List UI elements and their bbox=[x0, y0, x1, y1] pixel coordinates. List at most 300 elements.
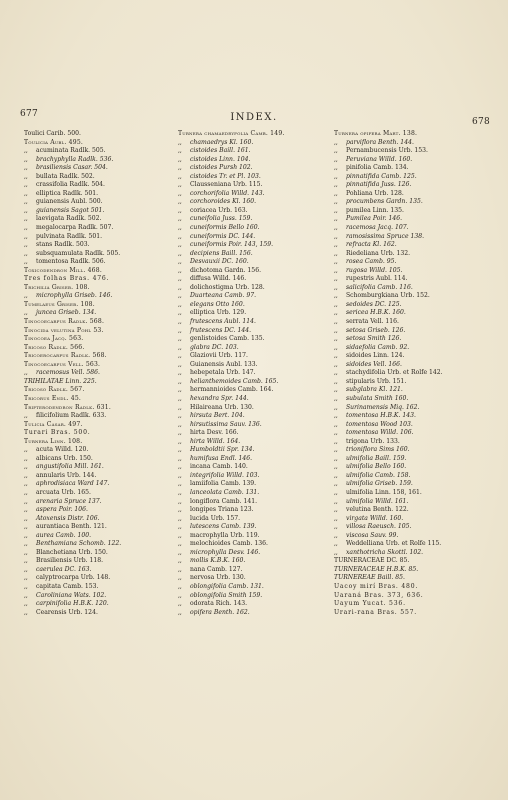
entry-text: calyptrocarpa Urb. 148. bbox=[36, 574, 111, 582]
index-entry bbox=[24, 540, 182, 549]
entry-text: Tricoso Radlk. 566. bbox=[24, 343, 85, 351]
entry-text: pinifolia Camb. 134. bbox=[346, 164, 409, 172]
index-entry bbox=[24, 549, 182, 558]
ditto-mark: ,, bbox=[178, 420, 182, 428]
index-entry bbox=[24, 301, 182, 310]
ditto-mark: ,, bbox=[334, 523, 338, 531]
index-entry bbox=[178, 566, 336, 575]
ditto-mark: ,, bbox=[178, 206, 182, 214]
index-entry bbox=[178, 446, 336, 455]
entry-text: laevigata Radlk. 502. bbox=[36, 215, 102, 223]
index-entry bbox=[24, 275, 182, 284]
index-entry bbox=[334, 506, 492, 515]
entry-text: odorata Rich. 143. bbox=[190, 600, 248, 608]
entry-text: elliptica Urb. 129. bbox=[190, 309, 247, 317]
index-entry bbox=[178, 309, 336, 318]
index-entry bbox=[178, 378, 336, 387]
ditto-mark: ,, bbox=[334, 352, 338, 360]
entry-text: pinnatifida Juss. 126. bbox=[346, 181, 412, 189]
index-entry bbox=[334, 284, 492, 293]
ditto-mark: ,, bbox=[178, 172, 182, 180]
entry-text: sidoides Linn. 124. bbox=[346, 352, 405, 360]
index-entry bbox=[334, 498, 492, 507]
index-entry bbox=[334, 241, 492, 250]
entry-text: annularis Urb. 144. bbox=[36, 471, 97, 479]
ditto-mark: ,, bbox=[24, 531, 28, 539]
index-entry bbox=[24, 327, 182, 336]
ditto-mark: ,, bbox=[24, 565, 28, 573]
entry-text: sericea H.B.K. 160. bbox=[346, 309, 406, 317]
entry-text: longipes Triana 123. bbox=[190, 506, 254, 514]
index-entry bbox=[24, 352, 182, 361]
ditto-mark: ,, bbox=[24, 198, 28, 206]
ditto-mark: ,, bbox=[178, 446, 182, 454]
ditto-mark: ,, bbox=[178, 258, 182, 266]
entry-text: tomentosa H.B.K. 143. bbox=[346, 412, 416, 420]
entry-text: longiflora Camb. 141. bbox=[190, 497, 258, 505]
entry-text: pumilea Linn. 135. bbox=[346, 206, 404, 214]
index-entry bbox=[178, 557, 336, 566]
entry-text: Benthamiana Schomb. 122. bbox=[36, 540, 122, 548]
entry-text: cistoides Baill. 161. bbox=[190, 147, 251, 155]
entry-text: filicifolium Radlk. 633. bbox=[36, 412, 107, 420]
ditto-mark: ,, bbox=[334, 463, 338, 471]
entry-text: Clausseniana Urb. 115. bbox=[190, 181, 263, 189]
ditto-mark: ,, bbox=[178, 369, 182, 377]
entry-text: Atoxensis Distr. 106. bbox=[36, 514, 100, 522]
index-entry bbox=[178, 301, 336, 310]
index-entry bbox=[334, 344, 492, 353]
ditto-mark: ,, bbox=[178, 241, 182, 249]
ditto-mark: ,, bbox=[334, 164, 338, 172]
ditto-mark: ,, bbox=[24, 181, 28, 189]
index-entry bbox=[24, 267, 182, 276]
index-entry bbox=[178, 455, 336, 464]
entry-text: villosa Raeusch. 105. bbox=[346, 523, 412, 531]
entry-text: Caroliniana Wats. 102. bbox=[36, 591, 107, 599]
index-entry bbox=[178, 164, 336, 173]
entry-text: Schomburgkiana Urb. 152. bbox=[346, 292, 430, 300]
entry-text: acuta Willd. 120. bbox=[36, 446, 89, 454]
ditto-mark: ,, bbox=[24, 582, 28, 590]
entry-text: Tinocida velutina Pohl 53. bbox=[24, 326, 104, 334]
entry-text: Guianensis Aubl. 133. bbox=[190, 360, 258, 368]
index-entry bbox=[334, 327, 492, 336]
ditto-mark: ,, bbox=[334, 488, 338, 496]
index-entry bbox=[24, 480, 182, 489]
entry-text: Tricoso Radlk. 567. bbox=[24, 386, 85, 394]
ditto-mark: ,, bbox=[24, 292, 28, 300]
ditto-mark: ,, bbox=[334, 155, 338, 163]
ditto-mark: ,, bbox=[178, 488, 182, 496]
entry-text: ulmifolia Linn. 158, 161. bbox=[346, 488, 422, 496]
entry-text: angustifolia Mill. 161. bbox=[36, 463, 104, 471]
index-entry bbox=[24, 292, 182, 301]
index-entry bbox=[178, 592, 336, 601]
index-entry bbox=[334, 421, 492, 430]
index-entry bbox=[334, 592, 492, 601]
entry-text: Uayum Yucat. 536. bbox=[334, 600, 406, 608]
ditto-mark: ,, bbox=[334, 506, 338, 514]
entry-text: xanthotricha Skottl. 102. bbox=[346, 548, 424, 556]
entry-text: serrata Vell. 116. bbox=[346, 318, 399, 326]
entry-text: cuneiformis DC. 144. bbox=[190, 232, 256, 240]
index-entry bbox=[334, 378, 492, 387]
entry-text: bullata Radlk. 502. bbox=[36, 172, 95, 180]
ditto-mark: ,, bbox=[334, 189, 338, 197]
entry-text: racemosa Jacq. 107. bbox=[346, 224, 409, 232]
index-entry bbox=[178, 156, 336, 165]
entry-text: Toulici Carib. 500. bbox=[24, 130, 81, 137]
ditto-mark: ,, bbox=[334, 266, 338, 274]
index-entry bbox=[334, 147, 492, 156]
entry-text: caerulea DC. 163. bbox=[36, 565, 92, 573]
index-entry bbox=[334, 301, 492, 310]
ditto-mark: ,, bbox=[24, 241, 28, 249]
ditto-mark: ,, bbox=[178, 198, 182, 206]
entry-text: trigona Urb. 133. bbox=[346, 437, 400, 445]
ditto-mark: ,, bbox=[178, 300, 182, 308]
index-entry bbox=[178, 139, 336, 148]
entry-text: corchoroides Kl. 160. bbox=[190, 198, 257, 206]
ditto-mark: ,, bbox=[334, 386, 338, 394]
entry-text: Duarteana Camb. 97. bbox=[190, 292, 257, 300]
entry-text: subulata Smith 160. bbox=[346, 394, 409, 402]
entry-text: TURNERACEAE DC. 85. bbox=[334, 557, 410, 565]
entry-text: opifera Benth. 162. bbox=[190, 608, 250, 616]
ditto-mark: ,, bbox=[24, 189, 28, 197]
index-entry bbox=[334, 429, 492, 438]
entry-text: Tumelaeus Griseb. 108. bbox=[24, 300, 95, 308]
index-entry bbox=[334, 609, 492, 618]
ditto-mark: ,, bbox=[178, 232, 182, 240]
ditto-mark: ,, bbox=[178, 454, 182, 462]
ditto-mark: ,, bbox=[24, 574, 28, 582]
index-entry bbox=[178, 429, 336, 438]
index-entry bbox=[24, 515, 182, 524]
ditto-mark: ,, bbox=[24, 600, 28, 608]
index-entry bbox=[24, 446, 182, 455]
index-entry bbox=[334, 532, 492, 541]
index-entry bbox=[334, 455, 492, 464]
entry-text: diffusa Willd. 146. bbox=[190, 275, 247, 283]
ditto-mark: ,, bbox=[334, 480, 338, 488]
index-entry bbox=[178, 515, 336, 524]
index-entry bbox=[24, 438, 182, 447]
index-entry bbox=[178, 498, 336, 507]
index-entry bbox=[334, 523, 492, 532]
entry-text: hirsutissima Sauv. 136. bbox=[190, 420, 262, 428]
ditto-mark: ,, bbox=[24, 557, 28, 565]
index-entry bbox=[334, 540, 492, 549]
entry-text: lucida Urb. 157. bbox=[190, 514, 241, 522]
entry-text: TURNERACEAE H.B.K. 85. bbox=[334, 565, 419, 573]
index-entry bbox=[178, 250, 336, 259]
entry-text: glabra DC. 103. bbox=[190, 343, 239, 351]
ditto-mark: ,, bbox=[24, 412, 28, 420]
index-entry bbox=[24, 258, 182, 267]
index-entry bbox=[178, 344, 336, 353]
ditto-mark: ,, bbox=[334, 540, 338, 548]
index-entry bbox=[24, 344, 182, 353]
index-entry bbox=[24, 318, 182, 327]
index-entry bbox=[334, 267, 492, 276]
index-entry bbox=[178, 258, 336, 267]
entry-text: nana Camb. 127. bbox=[190, 565, 243, 573]
index-entry bbox=[178, 267, 336, 276]
index-entry bbox=[178, 207, 336, 216]
index-entry bbox=[334, 130, 492, 139]
index-entry bbox=[24, 395, 182, 404]
entry-text: rosea Camb. 95. bbox=[346, 258, 397, 266]
ditto-mark: ,, bbox=[334, 360, 338, 368]
index-entry bbox=[334, 292, 492, 301]
index-entry bbox=[334, 190, 492, 199]
index-entry bbox=[178, 292, 336, 301]
ditto-mark: ,, bbox=[178, 600, 182, 608]
index-entry bbox=[24, 190, 182, 199]
index-entry bbox=[334, 557, 492, 566]
ditto-mark: ,, bbox=[178, 189, 182, 197]
entry-text: refracta Kl. 162. bbox=[346, 241, 397, 249]
ditto-mark: ,, bbox=[334, 420, 338, 428]
index-entry bbox=[24, 566, 182, 575]
ditto-mark: ,, bbox=[24, 258, 28, 266]
entry-text: procumbens Gardn. 135. bbox=[346, 198, 423, 206]
ditto-mark: ,, bbox=[178, 540, 182, 548]
entry-text: hirsuta Bert. 104. bbox=[190, 412, 245, 420]
index-entry bbox=[178, 583, 336, 592]
entry-text: Desvauxii DC. 160. bbox=[190, 258, 249, 266]
index-column-3 bbox=[334, 130, 492, 617]
index-entry bbox=[178, 609, 336, 618]
entry-text: decipiens Baill. 156. bbox=[190, 249, 253, 257]
index-entry bbox=[334, 438, 492, 447]
index-entry bbox=[24, 472, 182, 481]
entry-text: cuneiformis Poir. 143, 159. bbox=[190, 241, 274, 249]
entry-text: sidoides Vell. 166. bbox=[346, 360, 402, 368]
index-entry bbox=[334, 224, 492, 233]
index-entry bbox=[178, 549, 336, 558]
entry-text: Pohliana Urb. 128. bbox=[346, 189, 404, 197]
ditto-mark: ,, bbox=[178, 283, 182, 291]
ditto-mark: ,, bbox=[178, 557, 182, 565]
entry-text: Toulicia Aubl. 495. bbox=[24, 138, 84, 146]
ditto-mark: ,, bbox=[334, 300, 338, 308]
entry-text: velutina Benth. 122. bbox=[346, 506, 409, 514]
entry-text: Pernambucensis Urb. 153. bbox=[346, 147, 428, 155]
entry-text: subsquamulata Radlk. 505. bbox=[36, 249, 121, 257]
ditto-mark: ,, bbox=[24, 446, 28, 454]
index-entry bbox=[24, 404, 182, 413]
entry-text: oblongifolia Camb. 131. bbox=[190, 582, 264, 590]
entry-text: Turnera opifera Mart. 138. bbox=[334, 130, 418, 137]
ditto-mark: ,, bbox=[334, 283, 338, 291]
ditto-mark: ,, bbox=[178, 249, 182, 257]
ditto-mark: ,, bbox=[334, 147, 338, 155]
entry-text: melochioides Camb. 136. bbox=[190, 540, 268, 548]
ditto-mark: ,, bbox=[24, 232, 28, 240]
ditto-mark: ,, bbox=[334, 318, 338, 326]
ditto-mark: ,, bbox=[334, 437, 338, 445]
ditto-mark: ,, bbox=[178, 471, 182, 479]
index-entry bbox=[334, 412, 492, 421]
entry-text: microphylla Griseb. 146. bbox=[36, 292, 113, 300]
entry-text: virgata Willd. 160. bbox=[346, 514, 404, 522]
index-entry bbox=[24, 233, 182, 242]
index-entry bbox=[24, 250, 182, 259]
ditto-mark: ,, bbox=[334, 172, 338, 180]
index-entry bbox=[178, 130, 336, 139]
index-column-2 bbox=[178, 130, 336, 617]
entry-text: lamiifolia Camb. 139. bbox=[190, 480, 257, 488]
index-entry bbox=[24, 198, 182, 207]
index-entry bbox=[334, 250, 492, 259]
ditto-mark: ,, bbox=[178, 608, 182, 616]
entry-text: Tinocoecarpus Radlk. 568. bbox=[24, 318, 105, 326]
ditto-mark: ,, bbox=[334, 335, 338, 343]
ditto-mark: ,, bbox=[334, 258, 338, 266]
entry-text: viscosa Sauv. 99. bbox=[346, 531, 399, 539]
ditto-mark: ,, bbox=[178, 591, 182, 599]
ditto-mark: ,, bbox=[24, 224, 28, 232]
index-entry bbox=[178, 241, 336, 250]
index-entry bbox=[178, 327, 336, 336]
index-entry bbox=[24, 523, 182, 532]
index-entry bbox=[334, 258, 492, 267]
entry-text: frutescens DC. 144. bbox=[190, 326, 252, 334]
entry-text: Tripterodendron Radlk. 631. bbox=[24, 403, 111, 411]
index-entry bbox=[334, 309, 492, 318]
index-entry bbox=[334, 352, 492, 361]
index-entry bbox=[178, 523, 336, 532]
index-entry bbox=[334, 318, 492, 327]
entry-text: helianthemoides Camb. 165. bbox=[190, 377, 279, 385]
index-entry bbox=[24, 147, 182, 156]
index-entry bbox=[178, 489, 336, 498]
index-entry bbox=[334, 515, 492, 524]
index-entry bbox=[178, 318, 336, 327]
index-entry bbox=[24, 156, 182, 165]
ditto-mark: ,, bbox=[178, 360, 182, 368]
ditto-mark: ,, bbox=[24, 369, 28, 377]
entry-text: ulmifolia Griseb. 159. bbox=[346, 480, 413, 488]
index-entry bbox=[24, 489, 182, 498]
index-entry bbox=[334, 164, 492, 173]
index-entry bbox=[334, 207, 492, 216]
index-entry bbox=[24, 574, 182, 583]
ditto-mark: ,, bbox=[24, 488, 28, 496]
entry-text: Tinocoea Jacq. 563. bbox=[24, 335, 84, 343]
ditto-mark: ,, bbox=[178, 386, 182, 394]
ditto-mark: ,, bbox=[24, 463, 28, 471]
index-entry bbox=[178, 361, 336, 370]
entry-text: Trichilia Griseb. 108. bbox=[24, 283, 90, 291]
entry-text: trioniflora Sims 160. bbox=[346, 446, 410, 454]
entry-text: brachyphylla Radlk. 536. bbox=[36, 155, 114, 163]
index-entry bbox=[24, 421, 182, 430]
index-entry bbox=[334, 463, 492, 472]
ditto-mark: ,, bbox=[334, 531, 338, 539]
ditto-mark: ,, bbox=[24, 506, 28, 514]
entry-text: microphylla Desv. 146. bbox=[190, 548, 261, 556]
index-entry bbox=[178, 506, 336, 515]
entry-text: TURNEREAE Baill. 85. bbox=[334, 574, 405, 582]
ditto-mark: ,, bbox=[24, 147, 28, 155]
index-entry bbox=[334, 549, 492, 558]
index-entry bbox=[178, 480, 336, 489]
entry-text: dichotoma Gardn. 156. bbox=[190, 266, 262, 274]
index-entry bbox=[24, 224, 182, 233]
ditto-mark: ,, bbox=[334, 429, 338, 437]
ditto-mark: ,, bbox=[334, 224, 338, 232]
entry-text: hebepetala Urb. 147. bbox=[190, 369, 256, 377]
entry-text: ramosissima Spruce 138. bbox=[346, 232, 425, 240]
entry-text: incana Camb. 140. bbox=[190, 463, 248, 471]
index-entry bbox=[24, 600, 182, 609]
ditto-mark: ,, bbox=[178, 531, 182, 539]
index-entry bbox=[24, 378, 182, 387]
ditto-mark: ,, bbox=[178, 318, 182, 326]
index-entry bbox=[24, 609, 182, 618]
ditto-mark: ,, bbox=[334, 138, 338, 146]
ditto-mark: ,, bbox=[178, 138, 182, 146]
index-entry bbox=[334, 583, 492, 592]
index-entry bbox=[24, 207, 182, 216]
index-entry bbox=[178, 395, 336, 404]
ditto-mark: ,, bbox=[178, 523, 182, 531]
ditto-mark: ,, bbox=[334, 446, 338, 454]
ditto-mark: ,, bbox=[24, 591, 28, 599]
ditto-mark: ,, bbox=[334, 369, 338, 377]
ditto-mark: ,, bbox=[334, 249, 338, 257]
entry-text: Peruviana Willd. 160. bbox=[346, 155, 413, 163]
entry-text: stans Radlk. 503. bbox=[36, 241, 90, 249]
ditto-mark: ,, bbox=[178, 514, 182, 522]
ditto-mark: ,, bbox=[24, 471, 28, 479]
index-entry bbox=[334, 446, 492, 455]
ditto-mark: ,, bbox=[334, 198, 338, 206]
ditto-mark: ,, bbox=[24, 608, 28, 616]
index-entry bbox=[334, 215, 492, 224]
index-entry bbox=[24, 498, 182, 507]
ditto-mark: ,, bbox=[24, 155, 28, 163]
index-entry bbox=[178, 438, 336, 447]
index-entry bbox=[24, 583, 182, 592]
ditto-mark: ,, bbox=[334, 412, 338, 420]
ditto-mark: ,, bbox=[334, 215, 338, 223]
ditto-mark: ,, bbox=[178, 275, 182, 283]
ditto-mark: ,, bbox=[334, 514, 338, 522]
entry-text: Uacoy mirí Bras. 480. bbox=[334, 582, 419, 590]
entry-text: stachydifolia Urb. et Rolfe 142. bbox=[346, 369, 443, 377]
ditto-mark: ,, bbox=[178, 429, 182, 437]
index-entry bbox=[24, 164, 182, 173]
index-entry bbox=[178, 173, 336, 182]
index-entry bbox=[24, 369, 182, 378]
entry-text: Tinocoecarpus Vell. 563. bbox=[24, 360, 101, 368]
index-entry bbox=[334, 480, 492, 489]
ditto-mark: ,, bbox=[178, 326, 182, 334]
entry-text: Pumilea Poir. 146. bbox=[346, 215, 403, 223]
ditto-mark: ,, bbox=[24, 172, 28, 180]
entry-text: Tricoerocarpus Radlk. 568. bbox=[24, 352, 107, 360]
page-number-right: 678 bbox=[472, 117, 491, 127]
index-entry bbox=[178, 369, 336, 378]
entry-text: lanceolata Camb. 131. bbox=[190, 488, 260, 496]
index-entry bbox=[178, 463, 336, 472]
ditto-mark: ,, bbox=[24, 514, 28, 522]
